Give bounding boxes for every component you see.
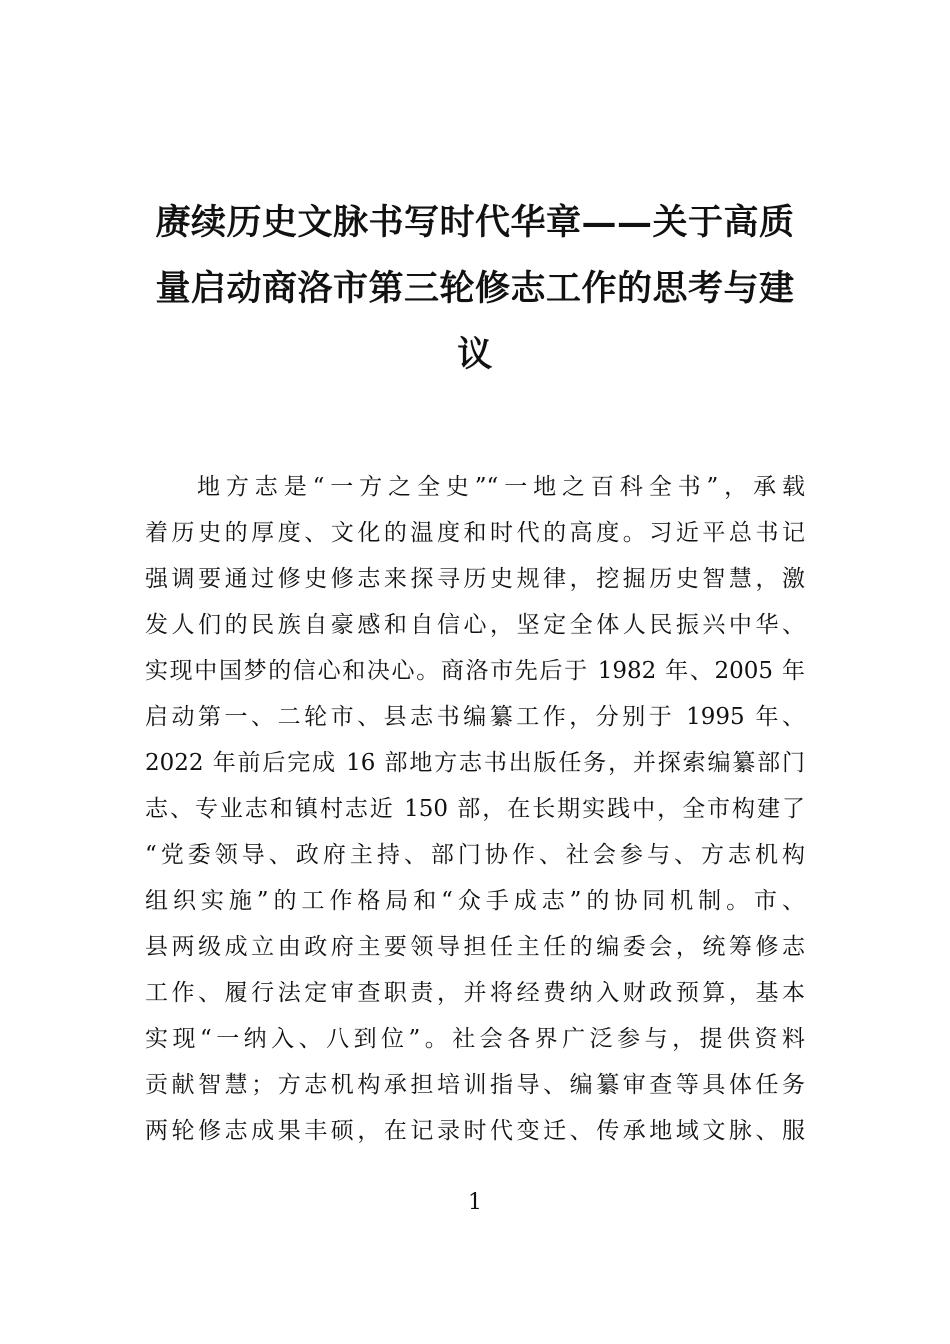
body-line: 强调要通过修史修志来探寻历史规律，挖掘历史智慧，激 — [145, 566, 805, 592]
body-line: 两轮修志成果丰硕，在记录时代变迁、传承地域文脉、服 — [145, 1118, 805, 1144]
body-line: 贡献智慧；方志机构承担培训指导、编纂审查等具体任务 — [145, 1072, 805, 1098]
body-line: 实现中国梦的信心和决心。商洛市先后于 1982 年、2005 年 — [145, 658, 805, 684]
body-line: 2022 年前后完成 16 部地方志书出版任务，并探索编纂部门 — [145, 750, 805, 776]
title-line: 赓续历史文脉书写时代华章——关于高质 — [155, 202, 795, 243]
body-line: 地方志是“一方之全史”“一地之百科全书”，承载 — [197, 474, 805, 500]
body-line: “党委领导、政府主持、部门协作、社会参与、方志机构 — [145, 842, 805, 868]
body-line: 着历史的厚度、文化的温度和时代的高度。习近平总书记 — [145, 520, 805, 546]
body-line: 组织实施”的工作格局和“众手成志”的协同机制。市、 — [145, 888, 805, 914]
title-line: 量启动商洛市第三轮修志工作的思考与建 — [155, 268, 795, 309]
body-line: 发人们的民族自豪感和自信心，坚定全体人民振兴中华、 — [145, 612, 805, 638]
body-line: 工作、履行法定审查职责，并将经费纳入财政预算，基本 — [145, 980, 805, 1006]
body-paragraph — [145, 464, 805, 1154]
body-line: 志、专业志和镇村志近 150 部，在长期实践中，全市构建了 — [145, 796, 805, 822]
body-line: 实现“一纳入、八到位”。社会各界广泛参与，提供资料 — [145, 1026, 805, 1052]
title-line: 议 — [457, 334, 493, 375]
body-line: 县两级成立由政府主要领导担任主任的编委会，统筹修志 — [145, 934, 805, 960]
document-title — [140, 190, 810, 388]
page-number: 1 — [468, 1190, 482, 1215]
body-line: 启动第一、二轮市、县志书编纂工作，分别于 1995 年、 — [145, 704, 805, 730]
